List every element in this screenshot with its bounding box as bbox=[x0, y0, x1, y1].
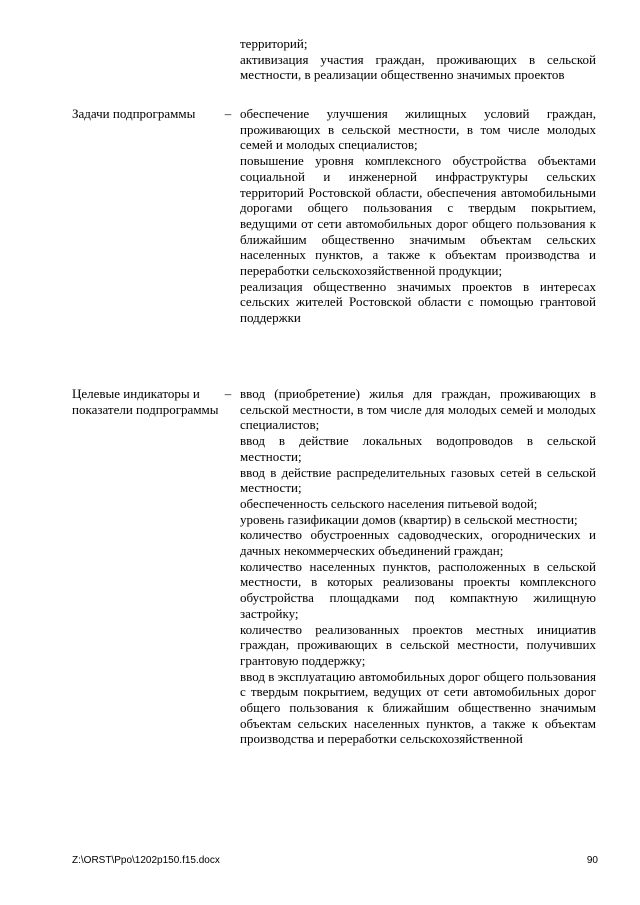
task-paragraph: повышение уровня комплексного обустройства объектами социальной и инженерной инфраструктуры сельских территорий Ростовской области, обеспечения автомобильными дорогами общего пользования с твердым покрытием, ведущими от сети автомобильных дорог общего пользования к ближайшим общественно значимым объектам сельских населенных пунктов, а также к объектам производства и переработки сельскохозяйственной продукции; bbox=[240, 153, 596, 279]
tasks-label: Задачи подпрограммы bbox=[72, 106, 196, 121]
indicator-paragraph: ввод в действие распределительных газовых сетей в сельской местности; bbox=[240, 464, 596, 496]
intro-text-column bbox=[240, 36, 596, 83]
footer-file-path: Z:\ORST\Ppo\1202p150.f15.docx bbox=[72, 855, 220, 866]
tasks-text-column bbox=[240, 106, 596, 326]
indicators-text-column bbox=[240, 386, 596, 747]
indicator-paragraph: ввод в действие локальных водопроводов в сельской местности; bbox=[240, 433, 596, 464]
indicator-paragraph: ввод (приобретение) жилья для граждан, проживающих в сельской местности, в том числе для молодых семей и молодых специалистов; bbox=[240, 386, 596, 433]
task-paragraph: реализация общественно значимых проектов в интересах сельских жителей Ростовской области с помощью грантовой поддержки bbox=[240, 278, 596, 326]
indicator-paragraph: обеспеченность сельского населения питьевой водой; bbox=[240, 495, 538, 511]
indicator-paragraph: количество обустроенных садоводческих, огороднических и дачных некоммерческих объединений граждан; bbox=[240, 527, 596, 559]
indicators-label: Целевые индикаторы и показатели подпрограммы bbox=[72, 386, 219, 417]
indicator-paragraph: уровень газификации домов (квартир) в сельской местности; bbox=[240, 511, 578, 527]
intro-paragraph: территорий; bbox=[240, 36, 308, 51]
tasks-dash: – bbox=[224, 106, 232, 121]
indicator-paragraph: ввод в эксплуатацию автомобильных дорог общего пользования с твердым покрытием, ведущих от сети автомобильных дорог общего пользования к ближайшим общественно значимым объектам сельских населенных пунктов, а также к объектам производства и переработки сельскохозяйственной bbox=[240, 668, 596, 747]
intro-paragraph: активизация участия граждан, проживающих в сельской местности, в реализации общественно значимых проектов bbox=[240, 51, 596, 83]
task-paragraph: обеспечение улучшения жилищных условий граждан, проживающих в сельской местности, в том числе молодых семей и молодых специалистов; bbox=[240, 106, 596, 153]
indicators-dash: – bbox=[224, 386, 232, 401]
footer-page-number: 90 bbox=[586, 855, 598, 866]
indicator-paragraph: количество реализованных проектов местных инициатив граждан, проживающих в сельской местности, получивших грантовую поддержку; bbox=[240, 621, 596, 668]
indicator-paragraph: количество населенных пунктов, расположенных в сельской местности, в которых реализованы проекты комплексного обустройства площадками под компактную жилищную застройку; bbox=[240, 558, 596, 621]
